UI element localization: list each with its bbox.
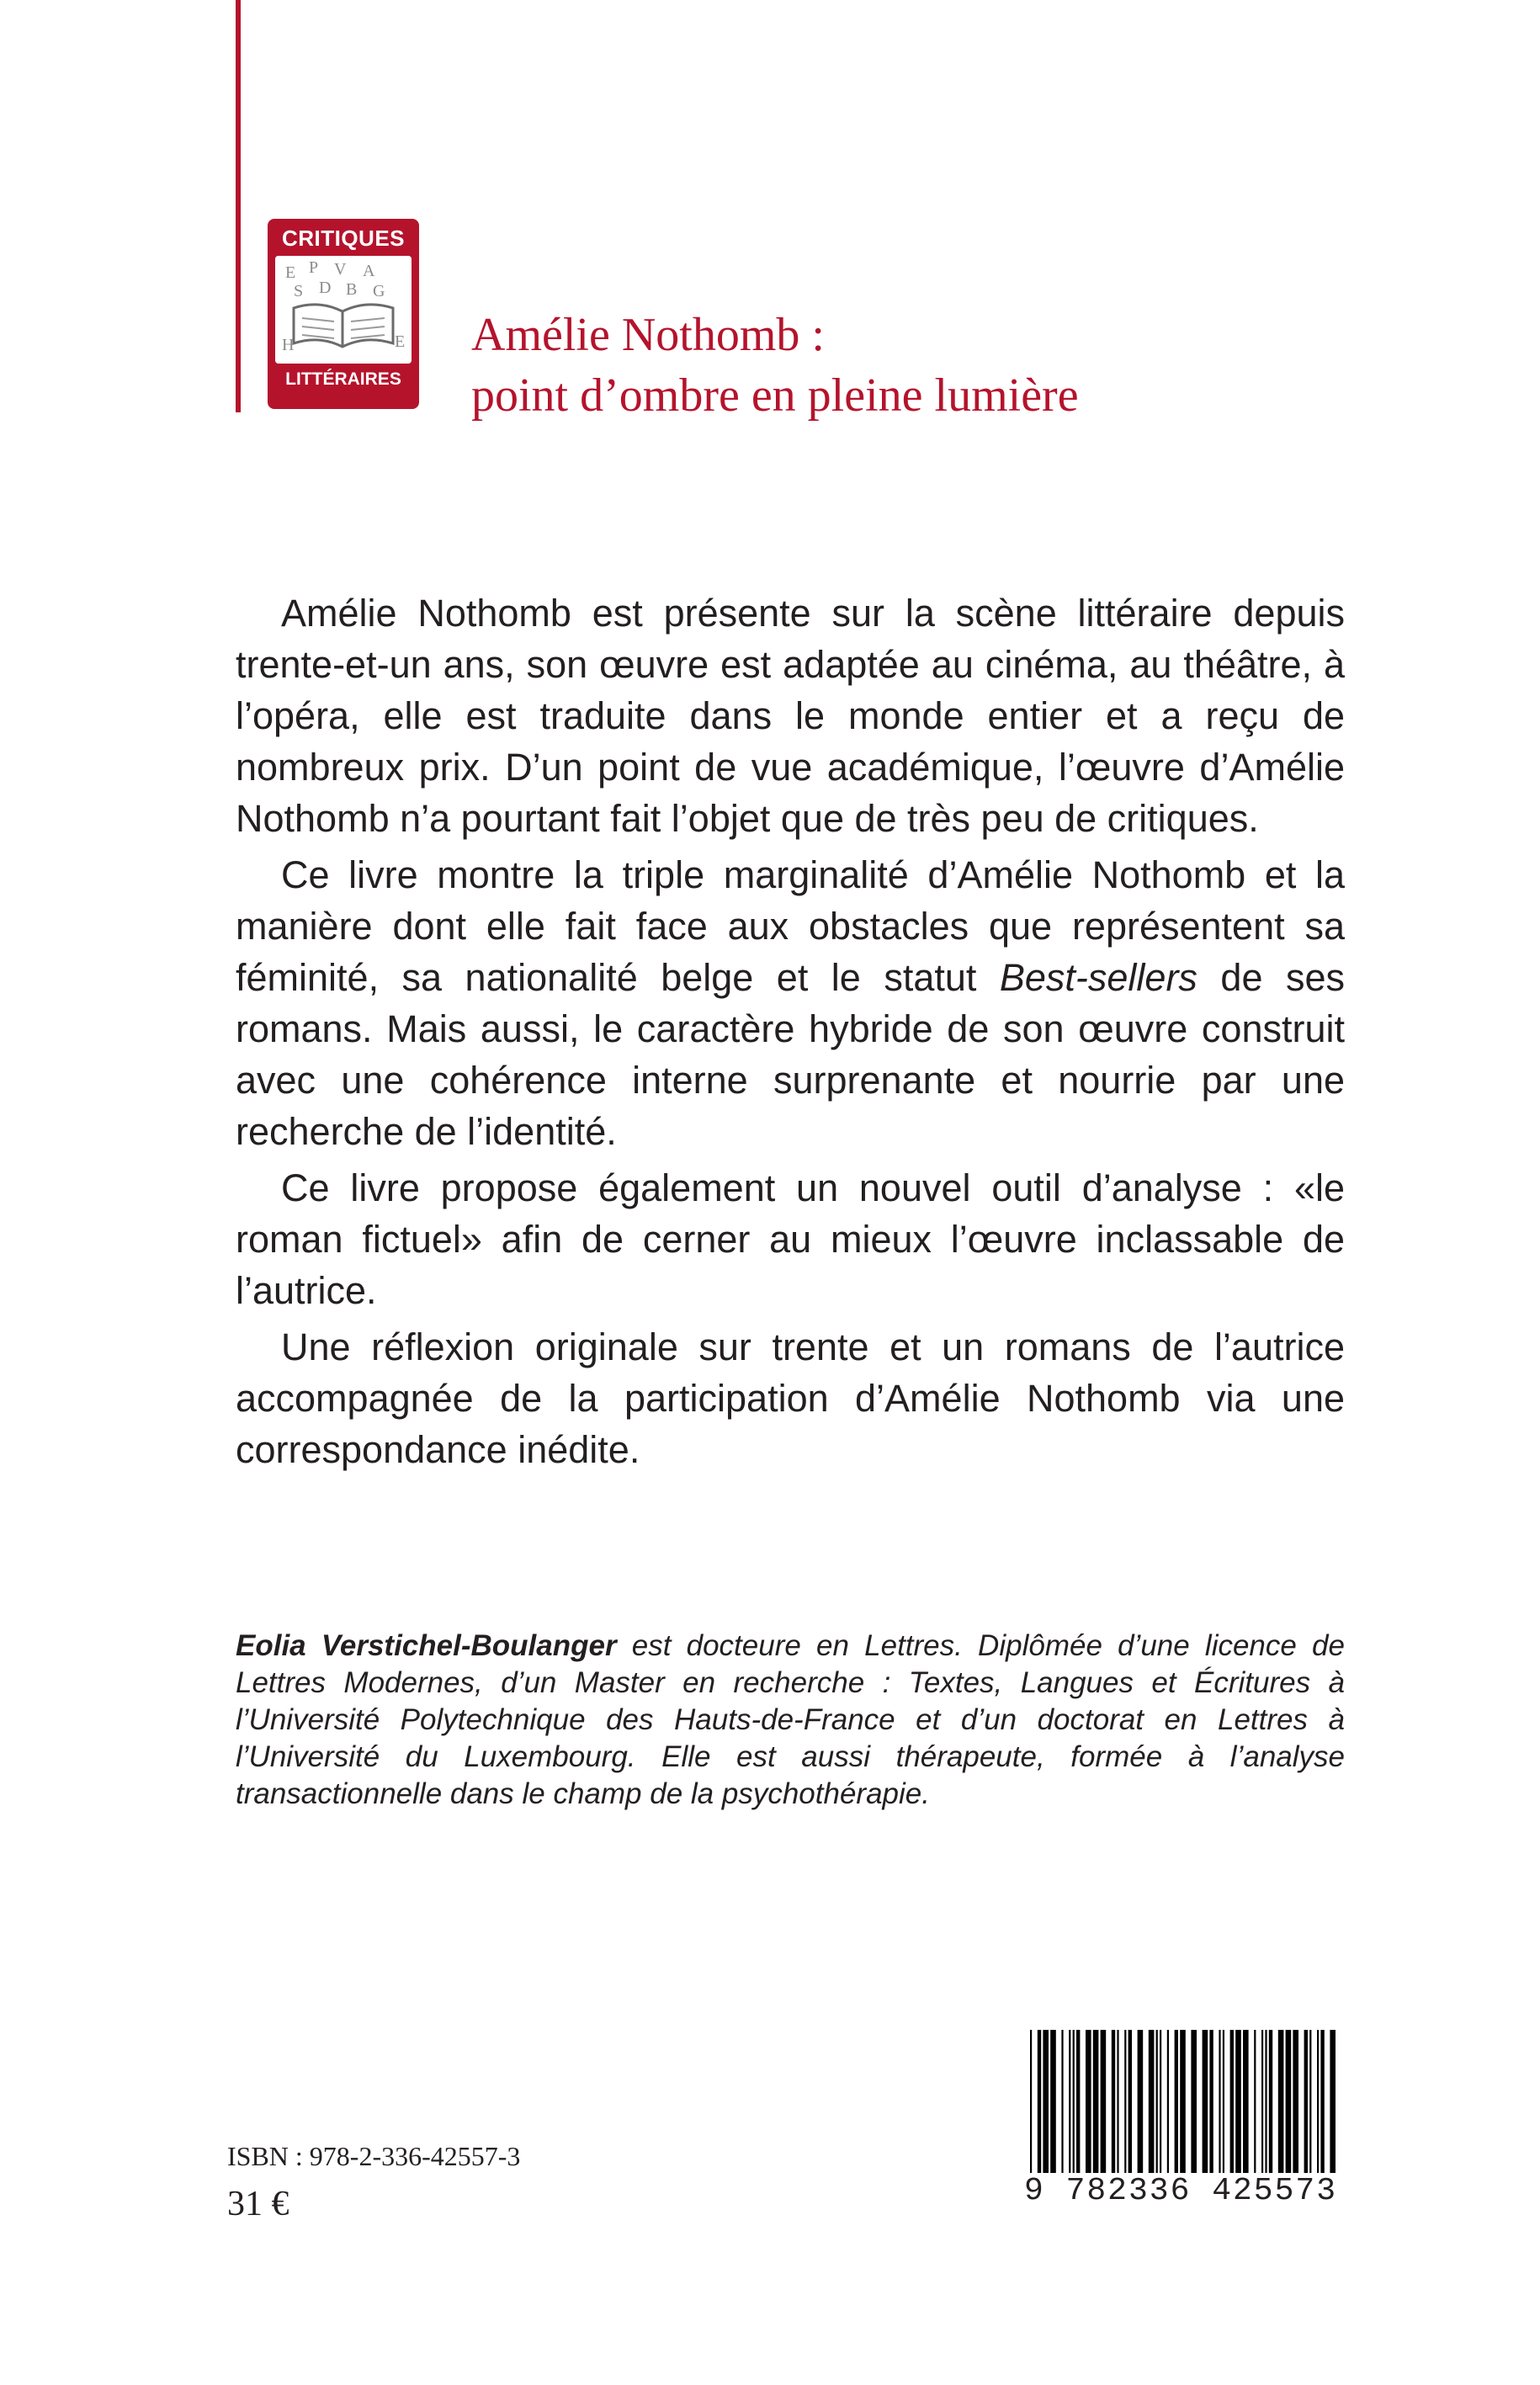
svg-text:V: V bbox=[334, 260, 347, 279]
barcode bbox=[1018, 2030, 1343, 2208]
svg-text:H: H bbox=[282, 336, 295, 354]
accent-vertical-rule bbox=[236, 0, 241, 412]
svg-text:G: G bbox=[373, 282, 385, 300]
book-title bbox=[471, 305, 1079, 426]
title-line-1: Amélie Nothomb : bbox=[471, 309, 825, 361]
collection-label-top: CRITIQUES bbox=[281, 226, 406, 251]
price: 31 € bbox=[227, 2185, 289, 2223]
svg-text:E: E bbox=[395, 332, 406, 351]
author-name: Eolia Verstichel-Boulanger bbox=[236, 1629, 617, 1662]
author-bio bbox=[236, 1628, 1345, 1813]
svg-text:B: B bbox=[346, 280, 358, 299]
svg-text:S: S bbox=[294, 282, 304, 300]
isbn: ISBN : 978-2-336-42557-3 bbox=[227, 2141, 521, 2171]
collection-badge bbox=[268, 219, 419, 409]
svg-text:P: P bbox=[309, 258, 319, 277]
summary-paragraph-3: Ce livre propose également un nouvel outil d’analyse : «le roman fictuel» afin de cerner au mieux l’œuvre inclassable de l’autrice. bbox=[236, 1166, 1345, 1312]
summary-text bbox=[236, 587, 1345, 1480]
svg-text:D: D bbox=[319, 279, 332, 297]
summary-paragraph-1: Amélie Nothomb est présente sur la scène littéraire depuis trente-et-un ans, son œuvre est adaptée au cinéma, au théâtre, à l’opéra, elle est traduite dans le monde entier et a reçu de nombreux prix. D’un point de vue académique, l’œuvre d’Amélie Nothomb n’a pourtant fait l’objet que de très peu de critiques. bbox=[236, 592, 1345, 840]
title-line-2: point d’ombre en pleine lumière bbox=[471, 369, 1079, 422]
summary-paragraph-2-start: Ce livre montre la triple marginalité d’Amélie Nothomb et la manière dont elle fait face aux obstacles que représentent sa féminité, sa nationalité belge et le statut bbox=[236, 853, 1345, 999]
svg-text:E: E bbox=[285, 263, 296, 282]
open-book-letters-icon bbox=[275, 256, 412, 364]
best-sellers-emphasis: Best-sellers bbox=[999, 956, 1197, 999]
svg-text:A: A bbox=[363, 262, 375, 280]
author-bio-text: est docteure en Lettres. Diplômée d’une licence de Lettres Modernes, d’un Master en recherche : Textes, Langues et Écritures à l’Université Polytechnique des Hauts-de-France et d’un doctorat en Lettres à l’Université du Luxembourg. Elle est aussi thérapeute, formée à l’analyse transactionnelle dans le champ de la psychothérapie. bbox=[236, 1629, 1345, 1810]
summary-paragraph-4: Une réflexion originale sur trente et un romans de l’autrice accompagnée de la participation d’Amélie Nothomb via une correspondance inédite. bbox=[236, 1325, 1345, 1471]
collection-label-bottom: LITTÉRAIRES bbox=[285, 369, 401, 389]
barcode-number: 9 782336 425573 bbox=[1018, 2173, 1343, 2210]
summary-paragraph-2 bbox=[236, 849, 1345, 1157]
summary-paragraph-2-end: de ses romans. Mais aussi, le caractère hybride de son œuvre construit avec une cohérence interne surprenante et nourrie par une recherche de l’identité. bbox=[236, 956, 1345, 1153]
